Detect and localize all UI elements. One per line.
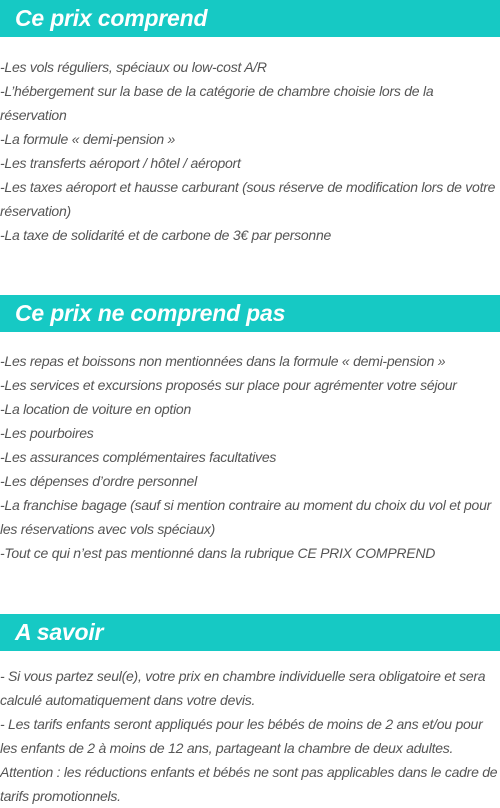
list-item: -Les pourboires	[0, 425, 94, 441]
list-item: - Si vous partez seul(e), votre prix en chambre individuelle sera obligatoire et sera calculé automatiquement dans votre devis.	[0, 668, 486, 708]
section-title-good-to-know: A savoir	[0, 614, 500, 651]
list-item: -L’hébergement sur la base de la catégorie de chambre choisie lors de la réservation	[0, 83, 434, 123]
section-included	[0, 0, 500, 247]
list-item: -La taxe de solidarité et de carbone de 3€ par personne	[0, 227, 332, 243]
section-title-included: Ce prix comprend	[0, 0, 500, 37]
list-item: -Les services et excursions proposés sur place pour agrémenter votre séjour	[0, 377, 457, 393]
section-good-to-know	[0, 614, 500, 808]
list-item: -La franchise bagage (sauf si mention contraire au moment du choix du vol et pour les réservations avec vols spéciaux)	[0, 497, 492, 537]
list-item: -Les transferts aéroport / hôtel / aéroport	[0, 155, 241, 171]
section-not-included	[0, 295, 500, 565]
list-item: -La location de voiture en option	[0, 401, 191, 417]
list-item: -Les taxes aéroport et hausse carburant (sous réserve de modification lors de votre réservation)	[0, 179, 496, 219]
list-item: -Tout ce qui n’est pas mentionné dans la rubrique CE PRIX COMPREND	[0, 545, 436, 561]
list-item: - Les tarifs enfants seront appliqués pour les bébés de moins de 2 ans et/ou pour les enfants de 2 à moins de 12 ans, partageant la chambre de deux adultes. Attention : les réductions enfants et bébés ne sont pas applicables dans le cadre de tarifs promotionnels.	[0, 716, 498, 804]
list-item: -Les vols réguliers, spéciaux ou low-cost A/R	[0, 59, 267, 75]
good-to-know-list	[0, 651, 500, 808]
included-list	[0, 37, 500, 247]
list-item: -Les repas et boissons non mentionnées dans la formule « demi-pension »	[0, 353, 446, 369]
list-item: -Les assurances complémentaires facultatives	[0, 449, 277, 465]
list-item: -La formule « demi-pension »	[0, 131, 176, 147]
list-item: -Les dépenses d’ordre personnel	[0, 473, 197, 489]
section-title-not-included: Ce prix ne comprend pas	[0, 295, 500, 332]
not-included-list	[0, 332, 500, 565]
